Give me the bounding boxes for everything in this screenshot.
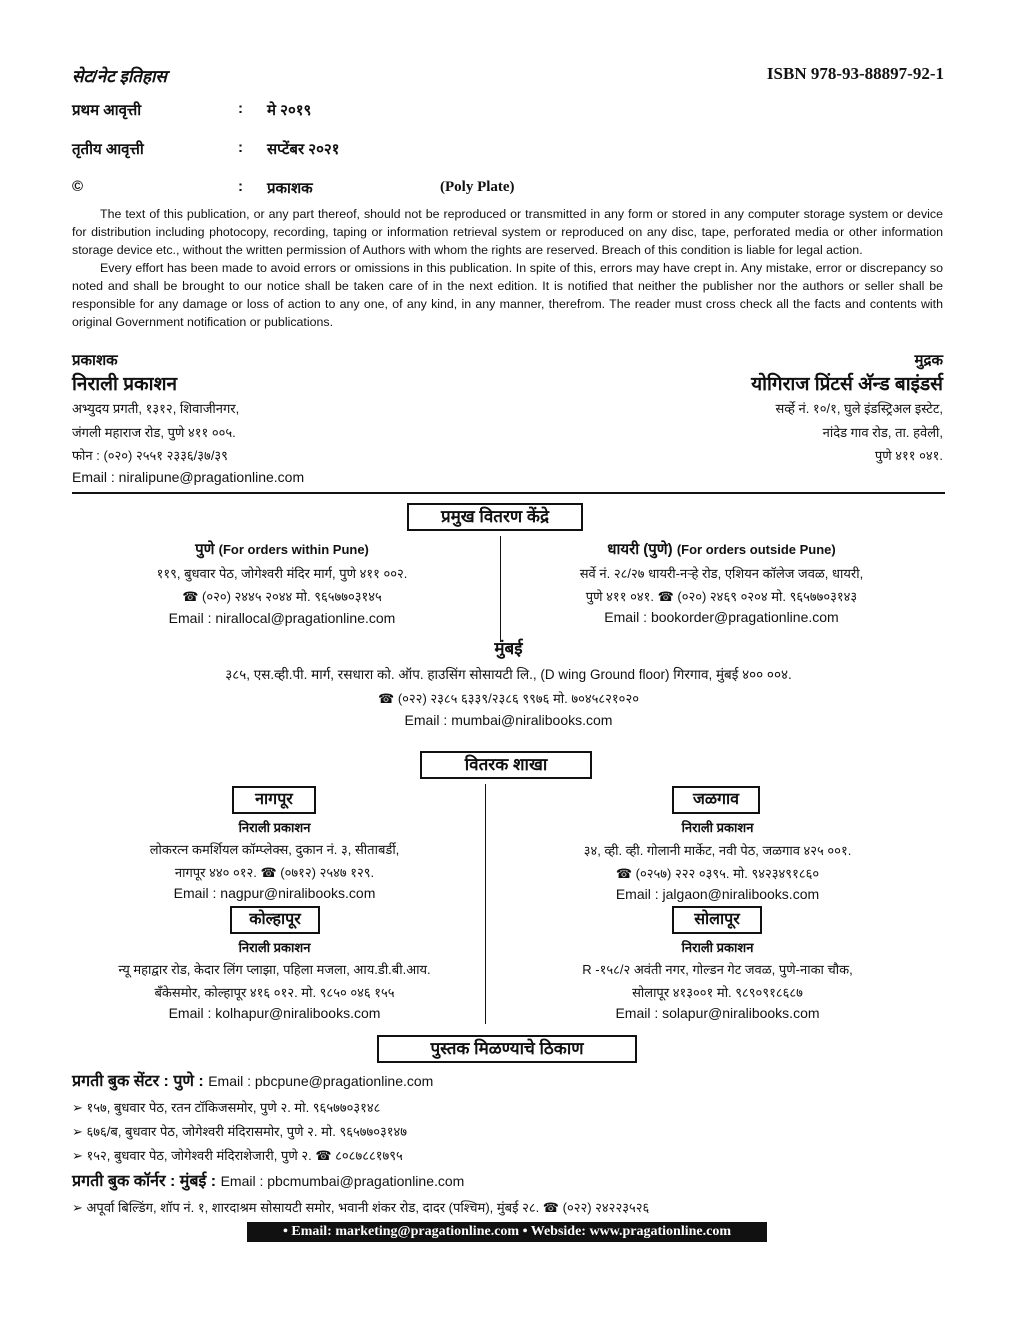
branch-org: निराली प्रकाशन	[238, 820, 311, 835]
footer-contact-bar: • Email: marketing@pragationline.com • Webside: www.pragationline.com	[247, 1222, 767, 1242]
edition-value: सप्टेंबर २०२१	[267, 141, 340, 158]
publisher-phone: फोन : (०२०) २५५१ २३३६/३७/३९	[72, 448, 228, 463]
branch-city-nagpur: नागपूर	[232, 786, 316, 814]
mumbai-email: Email : mumbai@niralibooks.com	[404, 712, 613, 728]
branch-city-kolhapur: कोल्हापूर	[230, 906, 320, 934]
branch-email: Email : nagpur@niralibooks.com	[173, 885, 376, 901]
edition-sep: :	[238, 139, 243, 156]
branch-email: Email : kolhapur@niralibooks.com	[168, 1005, 381, 1021]
edition-sep: :	[238, 178, 243, 195]
shop-item: ➢ १५७, बुधवार पेठ, रतन टॉकिजसमोर, पुणे २. मो. ९६५७७०३१४८	[72, 1100, 381, 1115]
mumbai-center-title: मुंबई	[494, 639, 523, 658]
isbn: ISBN 978-93-88897-92-1	[766, 64, 944, 83]
publisher-heading: प्रकाशक	[72, 352, 118, 369]
branch-address: न्यू महाद्वार रोड, केदार लिंग प्लाझा, पहिला मजला, आय.डी.बी.आय.	[118, 962, 431, 977]
divider	[72, 492, 945, 494]
printer-name: योगिराज प्रिंटर्स अ‍ॅन्ड बाइंडर्स	[751, 374, 943, 395]
mumbai-shop-header: प्रगती बुक कॉर्नर : मुंबई : Email : pbcmumbai@pragationline.com	[72, 1173, 465, 1190]
branch-org: निराली प्रकाशन	[681, 940, 754, 955]
copyright-symbol: ©	[72, 178, 84, 195]
shop-item: ➢ ६७६/ब, बुधवार पेठ, जोगेश्वरी मंदिरासमोर, पुणे २. मो. ९६५७७०३१४७	[72, 1124, 408, 1139]
copyright-holder: प्रकाशक	[267, 180, 313, 197]
column-divider	[485, 784, 486, 1024]
dhayari-address: सर्वे नं. २८/२७ धायरी-नऱ्हे रोड, एशियन कॉलेज जवळ, धायरी,	[579, 566, 864, 581]
dhayari-center-title: धायरी (पुणे) (For orders outside Pune)	[607, 541, 836, 558]
book-title: सेट/नेट इतिहास	[72, 67, 167, 86]
branch-city-jalgaon: जळगाव	[672, 786, 760, 814]
branch-email: Email : solapur@niralibooks.com	[615, 1005, 820, 1021]
pune-shop-header: प्रगती बुक सेंटर : पुणे : Email : pbcpune@pragationline.com	[72, 1073, 434, 1090]
dhayari-phone: पुणे ४११ ०४१. ☎ (०२०) २४६९ ०२०४ मो. ९६५७७०३१४३	[585, 589, 858, 604]
shops-heading: पुस्तक मिळण्याचे ठिकाण	[377, 1035, 637, 1063]
dhayari-email: Email : bookorder@pragationline.com	[604, 609, 839, 625]
shop-item: ➢ १५२, बुधवार पेठ, जोगेश्वरी मंदिराशेजारी, पुणे २. ☎ ८०८७८८१७९५	[72, 1148, 403, 1163]
printer-address: सर्व्हे नं. १०/१, घुले इंडस्ट्रिअल इस्टेट,	[775, 401, 943, 416]
edition-label: तृतीय आवृत्ती	[72, 141, 144, 158]
pune-phone: ☎ (०२०) २४४५ २०४४ मो. ९६५७७०३१४५	[182, 589, 382, 604]
branches-heading: वितरक शाखा	[420, 751, 592, 779]
publisher-email: Email : niralipune@pragationline.com	[72, 469, 305, 485]
mumbai-address: ३८५, एस.व्ही.पी. मार्ग, रसधारा को. ऑप. हाउसिंग सोसायटी लि., (D wing Ground floor) गिरगाव, मुंबई ४०० ००४.	[225, 667, 792, 682]
pune-center-title: पुणे (For orders within Pune)	[195, 541, 369, 558]
branch-address: R -१५८/२ अवंती नगर, गोल्डन गेट जवळ, पुणे-नाका चौक,	[582, 962, 853, 977]
branch-phone: सोलापूर ४१३००१ मो. ९८९०९१८६८७	[632, 985, 803, 1000]
publisher-address: जंगली महाराज रोड, पुणे ४११ ००५.	[72, 425, 236, 440]
distribution-heading: प्रमुख वितरण केंद्रे	[407, 503, 583, 531]
plate-type: (Poly Plate)	[440, 179, 515, 195]
branch-city-solapur: सोलापूर	[672, 906, 762, 934]
edition-sep: :	[238, 100, 243, 117]
branch-phone: नागपूर ४४० ०१२. ☎ (०७१२) २५४७ १२९.	[174, 865, 375, 880]
branch-email: Email : jalgaon@niralibooks.com	[615, 886, 820, 902]
printer-address: पुणे ४११ ०४१.	[874, 448, 943, 463]
pune-email: Email : nirallocal@pragationline.com	[168, 610, 396, 626]
edition-value: मे २०१९	[267, 102, 312, 119]
branch-phone: ☎ (०२५७) २२२ ०३९५. मो. ९४२३४९१८६०	[615, 866, 820, 881]
mumbai-phone: ☎ (०२२) २३८५ ६३३९/२३८६ ९९७६ मो. ७०४५८२१०२०	[378, 691, 639, 706]
shop-item: ➢ अपूर्वा बिल्डिंग, शॉप नं. १, शारदाश्रम सोसायटी समोर, भवानी शंकर रोड, दादर (पश्चिम), मुंबई २८. ☎ (०२२) २४२२३५२६	[72, 1200, 650, 1215]
printer-address: नांदेड गाव रोड, ता. हवेली,	[822, 425, 943, 440]
publisher-name: निराली प्रकाशन	[72, 374, 178, 395]
pune-address: ११९, बुधवार पेठ, जोगेश्वरी मंदिर मार्ग, पुणे ४११ ००२.	[156, 566, 408, 581]
copyright-notice	[72, 205, 943, 331]
notice-paragraph: The text of this publication, or any part thereof, should not be reproduced or transmitted in any form or stored in any computer storage system or device for distribution including photocopy, recording, taping or information retrieval system or reproduced on any disc, tape, perforated media or other information storage device etc., without the written permission of Authors with whom the rights are reserved. Breach of this condition is liable for legal action.	[72, 207, 943, 257]
notice-paragraph: Every effort has been made to avoid errors or omissions in this publication. In spite of this, errors may have crept in. Any mistake, error or discrepancy so noted and shall be brought to our notice shall be taken care of in the next edition. It is notified that neither the publisher nor the authors or seller shall be responsible for any damage or loss of action to any one, of any kind, in any manner, therefrom. The reader must cross check all the facts and contents with original Government notification or publications.	[72, 261, 943, 329]
publisher-address: अभ्युदय प्रगती, १३१२, शिवाजीनगर,	[72, 401, 240, 416]
edition-label: प्रथम आवृत्ती	[72, 102, 142, 119]
branch-address: लोकरत्न कमर्शियल कॉम्प्लेक्स, दुकान नं. ३, सीताबर्डी,	[149, 842, 400, 857]
branch-address: ३४, व्ही. व्ही. गोलानी मार्केट, नवी पेठ, जळगाव ४२५ ००१.	[583, 843, 852, 858]
branch-org: निराली प्रकाशन	[681, 820, 754, 835]
branch-phone: बँकेसमोर, कोल्हापूर ४१६ ०१२. मो. ९८५० ०४६ १५५	[154, 985, 395, 1000]
branch-org: निराली प्रकाशन	[238, 940, 311, 955]
printer-heading: मुद्रक	[914, 352, 943, 369]
